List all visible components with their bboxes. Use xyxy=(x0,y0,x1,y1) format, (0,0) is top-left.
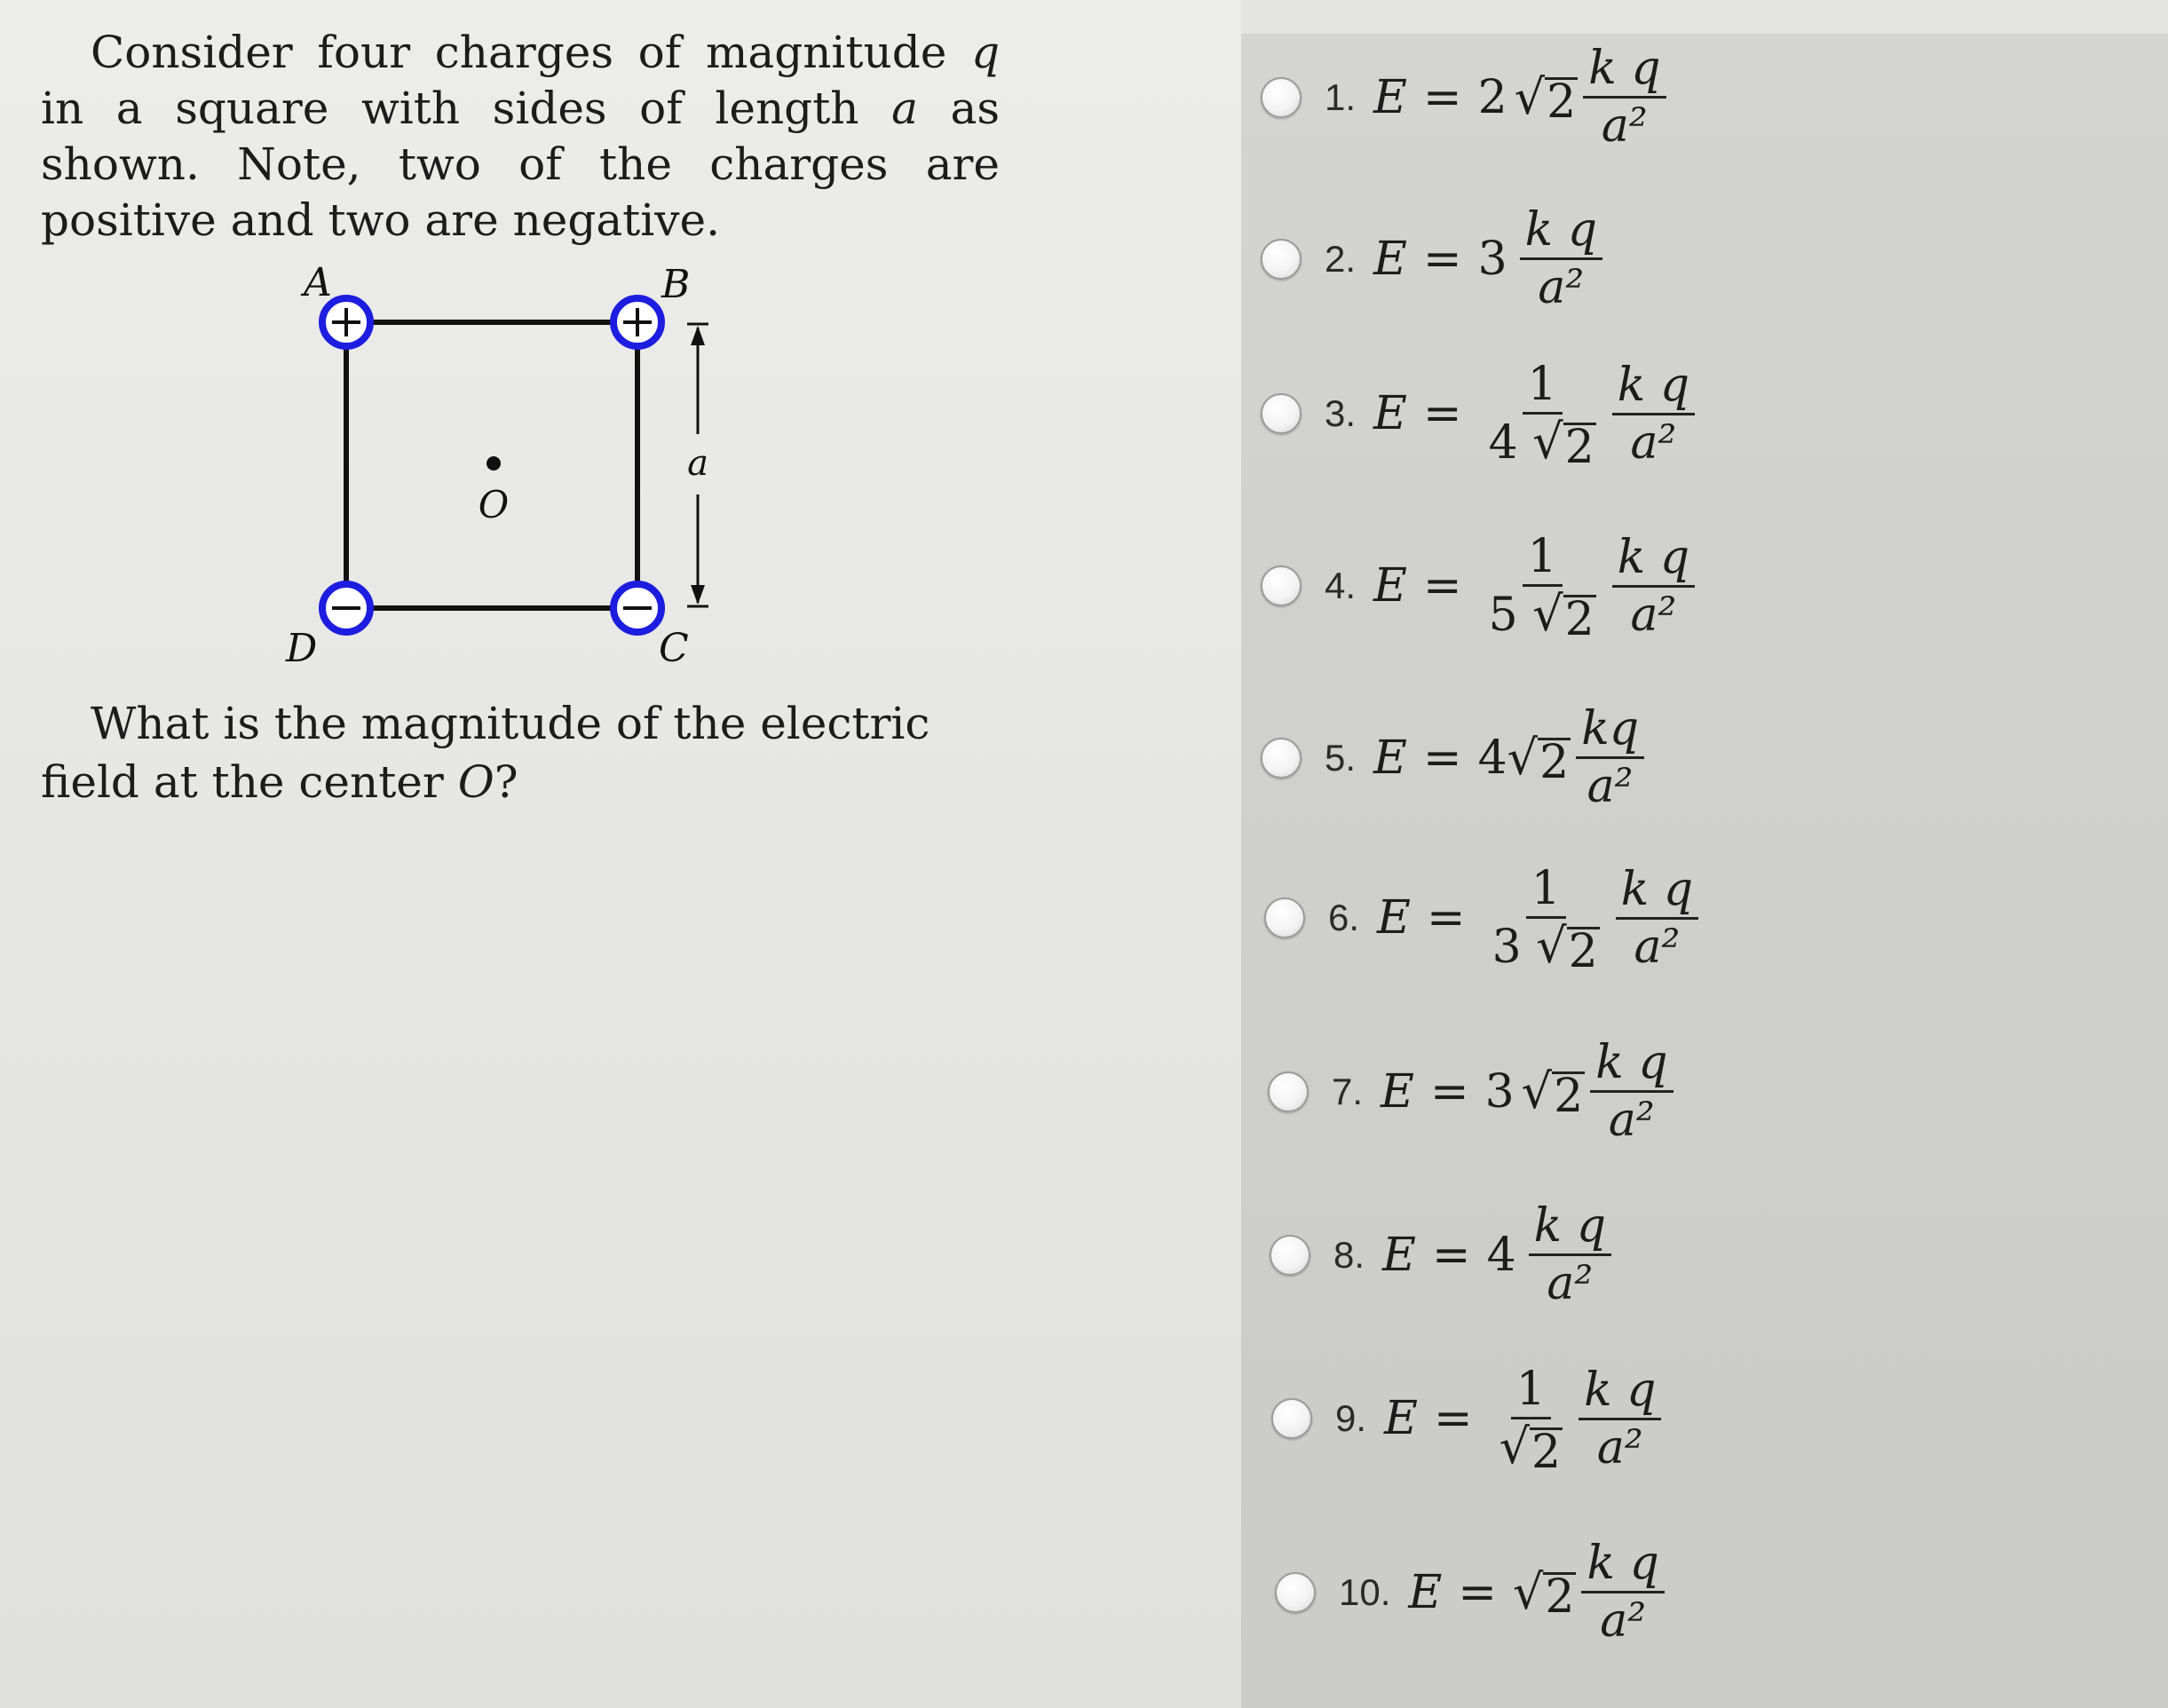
denominator: a² xyxy=(1608,1094,1655,1147)
coefficient: 2 xyxy=(1477,70,1507,124)
radio-button[interactable] xyxy=(1270,1235,1310,1276)
intro-text: as shown. Note, two of the charges are positive and two are negative. xyxy=(41,83,1000,246)
sqrt-symbol: √ 2 xyxy=(1514,69,1577,129)
denominator: a² xyxy=(1634,920,1681,974)
sqrt-symbol: √ 2 xyxy=(1507,730,1570,789)
corner-label-c: C xyxy=(659,626,689,671)
denominator: a² xyxy=(1586,760,1634,813)
center-point xyxy=(487,456,501,470)
denominator: a² xyxy=(1630,588,1677,642)
sqrt-symbol: √ 2 xyxy=(1521,1064,1584,1123)
option-number: 5. xyxy=(1325,736,1357,779)
option-number: 10. xyxy=(1339,1570,1391,1613)
numerator: k q xyxy=(1520,202,1602,260)
formula-lhs: E xyxy=(1377,891,1411,945)
option-formula xyxy=(1339,1536,1670,1649)
fraction xyxy=(1581,1536,1664,1649)
denominator xyxy=(1487,918,1605,978)
radio-button[interactable] xyxy=(1271,1398,1312,1439)
numerator: k q xyxy=(1583,41,1666,99)
option-formula xyxy=(1335,1362,1666,1479)
equals-sign: = xyxy=(1423,559,1462,613)
equals-sign: = xyxy=(1430,1064,1469,1119)
numerator: k q xyxy=(1581,1536,1664,1593)
sqrt-symbol: √ 2 xyxy=(1512,1564,1575,1624)
radio-button[interactable] xyxy=(1261,77,1302,118)
numerator: k q xyxy=(1612,530,1695,588)
coefficient: 4 xyxy=(1477,731,1507,785)
radio-button[interactable] xyxy=(1264,897,1305,938)
fraction xyxy=(1612,358,1695,470)
numerator: k q xyxy=(1612,358,1695,415)
fraction xyxy=(1576,701,1644,814)
radicand: 2 xyxy=(1545,1570,1575,1624)
option-formula xyxy=(1325,529,1700,646)
arrow-up-icon xyxy=(691,326,705,345)
answer-option-2[interactable] xyxy=(1261,202,1608,315)
arrow-down-icon xyxy=(691,585,705,605)
numerator: 1 xyxy=(1523,529,1563,587)
equals-sign: = xyxy=(1432,1228,1471,1282)
formula-lhs: E xyxy=(1373,731,1407,785)
sqrt-symbol: √ 2 xyxy=(1532,586,1594,646)
answer-option-1[interactable] xyxy=(1261,41,1672,154)
formula-lhs: E xyxy=(1373,232,1407,286)
fraction xyxy=(1484,529,1602,646)
answer-option-9[interactable] xyxy=(1271,1362,1666,1479)
denominator xyxy=(1484,586,1602,646)
sqrt-symbol: √ 2 xyxy=(1499,1419,1562,1479)
coefficient: 5 xyxy=(1488,589,1518,642)
fraction xyxy=(1579,1363,1661,1475)
option-number: 6. xyxy=(1328,897,1360,938)
option-formula xyxy=(1325,357,1700,474)
radio-button[interactable] xyxy=(1275,1572,1316,1613)
option-number: 2. xyxy=(1325,237,1357,280)
numerator: k q xyxy=(1590,1035,1673,1093)
sqrt-symbol: √ 2 xyxy=(1532,414,1594,474)
answer-option-8[interactable] xyxy=(1270,1198,1617,1311)
option-number: 9. xyxy=(1335,1397,1367,1439)
radicand: 2 xyxy=(1531,1426,1562,1479)
negative-charge-icon xyxy=(613,584,661,632)
formula-lhs: E xyxy=(1373,70,1407,124)
option-number: 8. xyxy=(1333,1233,1365,1276)
numerator: k q xyxy=(1616,862,1698,920)
option-number: 4. xyxy=(1325,565,1357,606)
center-label: O xyxy=(478,483,510,526)
numerator: 1 xyxy=(1511,1362,1551,1419)
equals-sign: = xyxy=(1427,891,1466,945)
answer-option-3[interactable] xyxy=(1261,357,1700,474)
radicand: 2 xyxy=(1539,736,1570,789)
option-formula xyxy=(1333,1198,1617,1311)
equals-sign: = xyxy=(1434,1392,1473,1445)
radio-button[interactable] xyxy=(1261,738,1302,779)
equals-sign: = xyxy=(1423,731,1462,785)
fraction xyxy=(1583,41,1666,154)
coefficient: 3 xyxy=(1477,232,1507,286)
var-a: a xyxy=(891,83,918,134)
numerator: 1 xyxy=(1523,357,1563,415)
formula-lhs: E xyxy=(1408,1565,1443,1619)
coefficient: 3 xyxy=(1491,921,1522,974)
var-O: O xyxy=(457,756,495,808)
radicand: 2 xyxy=(1564,421,1594,474)
option-formula xyxy=(1325,701,1650,814)
corner-label-b: B xyxy=(661,262,691,307)
denominator: a² xyxy=(1600,1594,1647,1648)
charge-square-diagram xyxy=(266,253,728,679)
positive-charge-icon xyxy=(322,298,370,346)
radio-button[interactable] xyxy=(1261,565,1302,606)
formula-lhs: E xyxy=(1373,559,1407,613)
fraction xyxy=(1529,1198,1611,1311)
coefficient: 4 xyxy=(1488,416,1518,470)
corner-label-d: D xyxy=(286,626,318,671)
answer-option-10[interactable] xyxy=(1275,1536,1670,1649)
option-formula xyxy=(1332,1035,1679,1148)
option-formula xyxy=(1325,41,1672,154)
radio-button[interactable] xyxy=(1261,393,1302,434)
formula-lhs: E xyxy=(1384,1392,1418,1445)
intro-text: in a square with sides of length xyxy=(41,83,892,134)
answer-option-5[interactable] xyxy=(1261,701,1650,814)
fraction xyxy=(1494,1362,1569,1479)
formula-lhs: E xyxy=(1381,1064,1414,1119)
corner-label-a: A xyxy=(304,260,332,305)
radicand: 2 xyxy=(1554,1070,1584,1123)
question-prefix: What is the magnitude of the electric field at the center xyxy=(41,698,930,808)
radicand: 2 xyxy=(1568,925,1598,978)
denominator: a² xyxy=(1596,1420,1643,1475)
numerator: 1 xyxy=(1526,861,1566,919)
denominator: a² xyxy=(1601,99,1648,153)
fraction xyxy=(1484,357,1602,474)
answer-option-7[interactable] xyxy=(1268,1035,1679,1148)
problem-statement xyxy=(41,25,1000,249)
question-text xyxy=(41,694,1000,811)
radio-button[interactable] xyxy=(1268,1071,1309,1112)
equals-sign: = xyxy=(1458,1565,1497,1619)
formula-lhs: E xyxy=(1382,1228,1416,1282)
answer-option-4[interactable] xyxy=(1261,529,1700,646)
side-length-label: a xyxy=(687,443,708,484)
option-formula xyxy=(1328,861,1704,978)
option-formula xyxy=(1325,202,1608,315)
negative-charge-icon xyxy=(322,584,370,632)
var-q: q xyxy=(970,27,1000,78)
coefficient: 3 xyxy=(1484,1064,1515,1119)
intro-text: Consider four charges of magnitude xyxy=(91,27,971,78)
denominator xyxy=(1484,414,1602,474)
fraction xyxy=(1487,861,1605,978)
denominator xyxy=(1494,1419,1569,1479)
radio-button[interactable] xyxy=(1261,239,1302,280)
equals-sign: = xyxy=(1423,232,1462,286)
denominator: a² xyxy=(1538,261,1585,314)
numerator: kq xyxy=(1576,701,1644,759)
sqrt-symbol: √ 2 xyxy=(1536,918,1598,978)
numerator: k q xyxy=(1529,1198,1611,1256)
radicand: 2 xyxy=(1564,593,1594,646)
fraction xyxy=(1520,202,1602,315)
option-number: 3. xyxy=(1325,392,1357,434)
numerator: k q xyxy=(1579,1363,1661,1420)
formula-lhs: E xyxy=(1373,387,1407,440)
equals-sign: = xyxy=(1423,70,1462,124)
denominator: a² xyxy=(1547,1257,1594,1310)
positive-charge-icon xyxy=(613,298,661,346)
equals-sign: = xyxy=(1423,387,1462,440)
option-number: 1. xyxy=(1325,75,1357,118)
option-number: 7. xyxy=(1332,1070,1364,1112)
fraction xyxy=(1612,530,1695,643)
radicand: 2 xyxy=(1547,75,1577,129)
coefficient: 4 xyxy=(1486,1228,1516,1282)
denominator: a² xyxy=(1630,415,1677,470)
question-suffix: ? xyxy=(494,756,518,808)
fraction xyxy=(1616,862,1698,975)
answer-option-6[interactable] xyxy=(1264,861,1704,978)
fraction xyxy=(1590,1035,1673,1148)
